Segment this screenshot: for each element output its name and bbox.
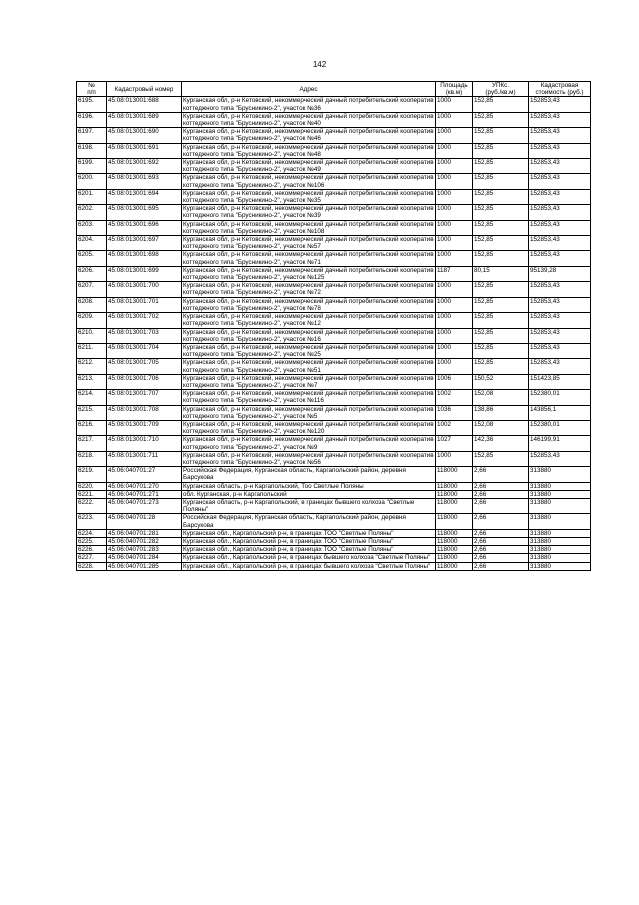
cell-cadastral-number: 45:08:013001:702 (107, 313, 182, 328)
cell-cadastral-cost: 313880 (529, 529, 591, 537)
cell-address: Курганская обл, р-н Кетовский, некоммерческий дачный потребительский кооператив коттеджного типа "Брусникино-2", участок №56 (183, 451, 434, 466)
page-number: 142 (312, 60, 327, 69)
cell-area: 1000 (436, 313, 473, 328)
cell-row-number: 6213. (77, 374, 107, 389)
cell-row-number: 6201. (77, 189, 107, 204)
cell-cadastral-number: 45:08:013001:711 (107, 451, 182, 466)
cell-area: 118000 (436, 546, 473, 554)
cell-cadastral-number: 45:08:013001:698 (107, 251, 182, 266)
cell-address: Курганская обл, р-н Кетовский, некоммерческий дачный потребительский кооператив коттеджного типа "Брусникино-2", участок №16 (183, 328, 434, 343)
cell-area: 1000 (436, 236, 473, 251)
cell-address: Курганская обл, р-н Кетовский, некоммерческий дачный потребительский кооператив коттеджного типа "Брусникино-2", участок №71 (183, 251, 434, 266)
cell-upks: 2,66 (473, 498, 529, 513)
cell-cadastral-number: 45:06:040701:282 (107, 537, 182, 545)
cell-address: Курганская область, р-н Каргапольский, в границах бывшего колхоза "Светлые Поляны" (182, 498, 436, 513)
cell-cadastral-cost: 313880 (529, 482, 591, 490)
cell-row-number: 6195. (77, 97, 107, 112)
cell-address: Курганская обл, р-н Кетовский, некоммерческий дачный потребительский кооператив коттеджного типа "Брусникино-2", участок №9 (183, 436, 434, 451)
table-row (77, 529, 591, 537)
cell-cadastral-number: 45:08:013001:709 (107, 420, 182, 435)
cell-area: 1187 (436, 266, 473, 281)
cell-cadastral-cost: 152853,43 (529, 174, 591, 189)
cell-cadastral-number: 45:06:040701:271 (107, 490, 182, 498)
cell-cadastral-cost: 95139,28 (529, 266, 591, 281)
cell-area: 1002 (436, 390, 473, 405)
cell-address: Курганская обл, р-н Кетовский, некоммерческий дачный потребительский кооператив коттеджного типа "Брусникино-2", участок №72 (183, 282, 434, 297)
cell-cadastral-number: 45:08:013001:694 (107, 189, 182, 204)
cell-cadastral-cost: 152853,43 (529, 451, 591, 466)
cell-row-number: 6218. (77, 451, 107, 466)
cell-address: Курганская обл, р-н Кетовский, некоммерческий дачный потребительский кооператив коттеджного типа "Брусникино-2", участок №57 (183, 236, 434, 251)
cell-upks: 2,66 (473, 562, 529, 570)
table-row (77, 143, 591, 158)
cell-row-number: 6212. (77, 359, 107, 374)
cell-upks: 152,85 (473, 205, 529, 220)
table-row (77, 554, 591, 562)
cell-row-number: 6202. (77, 205, 107, 220)
table-row (77, 282, 591, 297)
table-row (77, 236, 591, 251)
cell-cadastral-number: 45:08:013001:690 (107, 128, 182, 143)
cell-cadastral-cost: 152380,01 (529, 390, 591, 405)
cell-cadastral-cost: 152853,43 (529, 343, 591, 358)
cell-row-number: 6214. (77, 390, 107, 405)
cell-upks: 150,52 (473, 374, 529, 389)
cell-upks: 152,85 (473, 297, 529, 312)
cell-cadastral-cost: 313880 (529, 562, 591, 570)
cell-cadastral-number: 45:08:013001:695 (107, 205, 182, 220)
cell-cadastral-number: 45:08:013001:696 (107, 220, 182, 235)
table-row (77, 451, 591, 466)
table-row (77, 97, 591, 112)
cell-row-number: 6207. (77, 282, 107, 297)
cell-address: обл. Курганская, р-н Каргапольский (182, 490, 436, 498)
cell-row-number: 6204. (77, 236, 107, 251)
cell-area: 118000 (436, 490, 473, 498)
cell-upks: 142,36 (473, 436, 529, 451)
cell-cadastral-number: 45:08:013001:691 (107, 143, 182, 158)
cell-cadastral-cost: 151423,85 (529, 374, 591, 389)
cell-cadastral-number: 45:06:040701:273 (107, 498, 182, 513)
cell-cadastral-cost: 152853,43 (529, 328, 591, 343)
cell-upks: 152,85 (473, 251, 529, 266)
cell-cadastral-number: 45:08:013001:704 (107, 343, 182, 358)
cell-upks: 152,85 (473, 189, 529, 204)
cell-cadastral-cost: 152853,43 (529, 97, 591, 112)
cell-upks: 2,66 (473, 529, 529, 537)
cell-area: 1000 (436, 128, 473, 143)
cell-address: Курганская обл, р-н Кетовский, некоммерческий дачный потребительский кооператив коттеджного типа "Брусникино-2", участок №35 (183, 189, 434, 205)
table-header-row (77, 82, 591, 97)
cell-area: 1036 (436, 405, 473, 420)
table-row (77, 220, 591, 235)
cell-address: Курганская обл, р-н Кетовский, некоммерческий дачный потребительский кооператив коттеджного типа "Брусникино-2", участок №36 (183, 97, 434, 112)
table-row (77, 251, 591, 266)
cell-cadastral-number: 45:08:013001:708 (107, 405, 182, 420)
cell-cadastral-cost: 152853,43 (529, 112, 591, 127)
cell-address: Курганская обл, р-н Кетовский, некоммерческий дачный потребительский кооператив коттеджного типа "Брусникино-2", участок №46 (183, 128, 434, 143)
table-row (77, 313, 591, 328)
cell-area: 118000 (436, 482, 473, 490)
cell-row-number: 6227. (77, 554, 107, 562)
cell-upks: 2,66 (473, 490, 529, 498)
cell-cadastral-number: 45:08:013001:700 (107, 282, 182, 297)
cell-cadastral-cost: 152853,43 (529, 297, 591, 312)
cell-upks: 2,66 (473, 554, 529, 562)
table-row (77, 328, 591, 343)
cell-area: 1000 (436, 143, 473, 158)
cell-upks: 138,86 (473, 405, 529, 420)
cell-cadastral-number: 45:06:040701:285 (107, 562, 182, 570)
cell-area: 1000 (436, 205, 473, 220)
cell-cadastral-cost: 313880 (529, 546, 591, 554)
cell-address: Курганская обл, р-н Кетовский, некоммерческий дачный потребительский кооператив коттеджного типа "Брусникино-2", участок №120 (183, 420, 434, 436)
cell-upks: 152,08 (473, 390, 529, 405)
cell-cadastral-number: 45:08:013001:689 (107, 112, 182, 127)
cell-cadastral-cost: 152853,43 (529, 313, 591, 328)
cell-address: Курганская обл, р-н Кетовский, некоммерческий дачный потребительский кооператив коттеджного типа "Брусникино-2", участок №48 (183, 143, 434, 158)
cell-area: 118000 (436, 562, 473, 570)
table-row (77, 420, 591, 435)
cell-row-number: 6203. (77, 220, 107, 235)
cell-cadastral-number: 45:08:013001:701 (107, 297, 182, 312)
cell-area: 118000 (436, 529, 473, 537)
cell-address: Курганская обл, р-н Кетовский, некоммерческий дачный потребительский кооператив коттеджного типа "Брусникино-2", участок №106 (183, 174, 434, 189)
cell-cadastral-number: 45:08:013001:706 (107, 374, 182, 389)
cell-cadastral-number: 45:06:040701:284 (107, 554, 182, 562)
cell-upks: 2,66 (473, 467, 529, 482)
table-row (77, 374, 591, 389)
cell-row-number: 6198. (77, 143, 107, 158)
cell-address: Курганская обл, р-н Кетовский, некоммерческий дачный потребительский кооператив коттеджного типа "Брусникино-2", участок №116 (183, 390, 434, 405)
cell-address: Курганская обл, р-н Кетовский, некоммерческий дачный потребительский кооператив коттеджного типа "Брусникино-2", участок №12 (183, 313, 434, 328)
table-row (77, 537, 591, 545)
table-row (77, 128, 591, 143)
cell-row-number: 6199. (77, 159, 107, 174)
cell-row-number: 6226. (77, 546, 107, 554)
cell-cadastral-cost: 152853,43 (529, 205, 591, 220)
cell-address: Курганская обл., Каргапольский р-н, в границах ТОО "Светлые Поляны" (182, 546, 436, 554)
table-row (77, 467, 591, 482)
cell-row-number: 6206. (77, 266, 107, 281)
cell-upks: 2,66 (473, 546, 529, 554)
table-row (77, 405, 591, 420)
cell-upks: 152,85 (473, 236, 529, 251)
cell-row-number: 6209. (77, 313, 107, 328)
cell-upks: 152,85 (473, 451, 529, 466)
table-row (77, 482, 591, 490)
cell-cadastral-number: 45:08:013001:692 (107, 159, 182, 174)
cell-area: 118000 (436, 467, 473, 482)
cell-address: Российская Федерация, Курганская область, Каргапольский район, деревня Барсукова (182, 467, 436, 482)
cell-area: 1000 (436, 220, 473, 235)
cell-area: 1000 (436, 189, 473, 204)
cell-row-number: 6205. (77, 251, 107, 266)
cell-cadastral-cost: 152853,43 (529, 359, 591, 374)
cell-address: Курганская обл, р-н Кетовский, некоммерческий дачный потребительский кооператив коттеджного типа "Брусникино-2", участок №40 (183, 112, 434, 128)
header-upks: УПКс. (руб./кв.м) (473, 82, 529, 97)
cell-row-number: 6200. (77, 174, 107, 189)
cell-cadastral-number: 45:06:040701:27 (107, 467, 182, 482)
cell-area: 1000 (436, 359, 473, 374)
cell-area: 1027 (436, 436, 473, 451)
cell-upks: 152,85 (473, 97, 529, 112)
cell-row-number: 6222. (77, 498, 107, 513)
cell-row-number: 6197. (77, 128, 107, 143)
cell-cadastral-cost: 313880 (529, 554, 591, 562)
cell-row-number: 6223. (77, 514, 107, 529)
cell-area: 118000 (436, 554, 473, 562)
cell-cadastral-cost: 152853,43 (529, 236, 591, 251)
cell-row-number: 6224. (77, 529, 107, 537)
cell-cadastral-number: 45:08:013001:705 (107, 359, 182, 374)
cell-area: 118000 (436, 537, 473, 545)
table-row (77, 159, 591, 174)
cell-row-number: 6210. (77, 328, 107, 343)
cell-cadastral-cost: 152853,43 (529, 282, 591, 297)
cell-cadastral-cost: 152853,43 (529, 189, 591, 204)
cell-address: Курганская обл, р-н Кетовский, некоммерческий дачный потребительский кооператив коттеджного типа "Брусникино-2", участок №7 (183, 374, 434, 389)
table-row (77, 112, 591, 127)
cell-address: Курганская обл, р-н Кетовский, некоммерческий дачный потребительский кооператив коттеджного типа "Брусникино-2", участок №78 (183, 297, 434, 312)
cell-upks: 152,08 (473, 420, 529, 435)
cell-upks: 2,66 (473, 537, 529, 545)
cell-address: Курганская обл., Каргапольский р-н, в границах бывшего колхоза "Светлые Поляны" (182, 554, 436, 562)
cell-row-number: 6225. (77, 537, 107, 545)
header-cadastral-cost: Кадастровая стоимость (руб.) (529, 82, 591, 97)
table-row (77, 490, 591, 498)
cell-cadastral-cost: 152380,01 (529, 420, 591, 435)
cell-address: Курганская обл, р-н Кетовский, некоммерческий дачный потребительский кооператив коттеджного типа "Брусникино-2", участок №51 (183, 359, 434, 374)
cell-address: Курганская обл., Каргапольский р-н, в границах ТОО "Светлые Поляны" (182, 537, 436, 545)
cell-address: Курганская обл., Каргапольский р-н, в границах ТОО "Светлые Поляны" (182, 529, 436, 537)
cell-upks: 152,85 (473, 220, 529, 235)
table-row (77, 266, 591, 281)
table-row (77, 514, 591, 529)
cell-cadastral-number: 45:08:013001:707 (107, 390, 182, 405)
cell-row-number: 6219. (77, 467, 107, 482)
cell-row-number: 6228. (77, 562, 107, 570)
cell-area: 1006 (436, 374, 473, 389)
table-row (77, 297, 591, 312)
cell-cadastral-cost: 313880 (529, 490, 591, 498)
cell-row-number: 6215. (77, 405, 107, 420)
cell-cadastral-cost: 313880 (529, 514, 591, 529)
cell-upks: 152,85 (473, 313, 529, 328)
header-row-number: № п/п (77, 82, 107, 97)
cell-area: 1000 (436, 251, 473, 266)
cell-row-number: 6211. (77, 343, 107, 358)
header-address: Адрес (182, 82, 436, 97)
cell-cadastral-number: 45:06:040701:28 (107, 514, 182, 529)
cell-upks: 152,85 (473, 128, 529, 143)
cell-address: Российская Федерация, Курганская область, Каргапольский район, деревня Барсукова (182, 514, 436, 529)
cell-address: Курганская область, р-н Каргапольский, Тоо Светлые Поляны (182, 482, 436, 490)
header-area: Площадь (кв.м) (436, 82, 473, 97)
cell-area: 1000 (436, 112, 473, 127)
cell-upks: 152,85 (473, 359, 529, 374)
table-row (77, 498, 591, 513)
cell-cadastral-number: 45:06:040701:270 (107, 482, 182, 490)
cell-cadastral-number: 45:08:013001:688 (107, 97, 182, 112)
cell-area: 1000 (436, 159, 473, 174)
cell-address: Курганская обл, р-н Кетовский, некоммерческий дачный потребительский кооператив коттеджного типа "Брусникино-2", участок №5 (183, 405, 434, 420)
cell-upks: 152,85 (473, 174, 529, 189)
cell-area: 1000 (436, 282, 473, 297)
cell-area: 1000 (436, 451, 473, 466)
table-row (77, 562, 591, 570)
cell-row-number: 6217. (77, 436, 107, 451)
header-cadastral-number: Кадастровый номер (107, 82, 182, 97)
cell-upks: 152,85 (473, 328, 529, 343)
cell-upks: 2,66 (473, 514, 529, 529)
cell-cadastral-cost: 152853,43 (529, 220, 591, 235)
cell-row-number: 6196. (77, 112, 107, 127)
cell-upks: 152,85 (473, 112, 529, 127)
table-row (77, 189, 591, 204)
table-row (77, 343, 591, 358)
cell-row-number: 6216. (77, 420, 107, 435)
cell-address: Курганская обл, р-н Кетовский, некоммерческий дачный потребительский кооператив коттеджного типа "Брусникино-2", участок №39 (183, 205, 434, 220)
cell-area: 1000 (436, 328, 473, 343)
table-row (77, 174, 591, 189)
cell-cadastral-cost: 313880 (529, 467, 591, 482)
cell-area: 118000 (436, 498, 473, 513)
cell-row-number: 6208. (77, 297, 107, 312)
cell-area: 1000 (436, 343, 473, 358)
cell-address: Курганская обл, р-н Кетовский, некоммерческий дачный потребительский кооператив коттеджного типа "Брусникино-2", участок №49 (183, 159, 434, 174)
cell-upks: 152,85 (473, 343, 529, 358)
cell-cadastral-cost: 143856,1 (529, 405, 591, 420)
cell-cadastral-cost: 152853,43 (529, 128, 591, 143)
cell-cadastral-number: 45:08:013001:710 (107, 436, 182, 451)
cell-area: 118000 (436, 514, 473, 529)
cell-row-number: 6221. (77, 490, 107, 498)
cell-area: 1000 (436, 297, 473, 312)
cell-address: Курганская обл., Каргапольский р-н, в границах бывшего колхоза "Светлые Поляны" (182, 562, 436, 570)
cell-cadastral-cost: 152853,43 (529, 159, 591, 174)
cell-cadastral-cost: 313880 (529, 537, 591, 545)
table-row (77, 546, 591, 554)
cell-upks: 152,85 (473, 282, 529, 297)
cell-cadastral-number: 45:08:013001:703 (107, 328, 182, 343)
table-row (77, 205, 591, 220)
cell-row-number: 6220. (77, 482, 107, 490)
cell-upks: 2,66 (473, 482, 529, 490)
cell-cadastral-number: 45:08:013001:693 (107, 174, 182, 189)
cell-cadastral-cost: 152853,43 (529, 143, 591, 158)
cell-cadastral-number: 45:06:040701:283 (107, 546, 182, 554)
table-body (77, 97, 591, 570)
cell-address: Курганская обл, р-н Кетовский, некоммерческий дачный потребительский кооператив коттеджного типа "Брусникино-2", участок №125 (183, 266, 434, 282)
cell-cadastral-cost: 313880 (529, 498, 591, 513)
table-row (77, 390, 591, 405)
cell-area: 1002 (436, 420, 473, 435)
cell-cadastral-number: 45:08:013001:697 (107, 236, 182, 251)
cell-area: 1000 (436, 174, 473, 189)
table-row (77, 436, 591, 451)
cell-cadastral-number: 45:06:040701:281 (107, 529, 182, 537)
cell-area: 1000 (436, 97, 473, 112)
cell-upks: 152,85 (473, 143, 529, 158)
table-row (77, 359, 591, 374)
cell-address: Курганская обл, р-н Кетовский, некоммерческий дачный потребительский кооператив коттеджного типа "Брусникино-2", участок №108 (183, 220, 434, 235)
cell-address: Курганская обл, р-н Кетовский, некоммерческий дачный потребительский кооператив коттеджного типа "Брусникино-2", участок №25 (183, 343, 434, 359)
cell-cadastral-cost: 152853,43 (529, 251, 591, 266)
cell-cadastral-number: 45:08:013001:699 (107, 266, 182, 281)
cell-upks: 80,15 (473, 266, 529, 281)
cadastral-table (76, 81, 591, 571)
cell-cadastral-cost: 146199,91 (529, 436, 591, 451)
cell-upks: 152,85 (473, 159, 529, 174)
